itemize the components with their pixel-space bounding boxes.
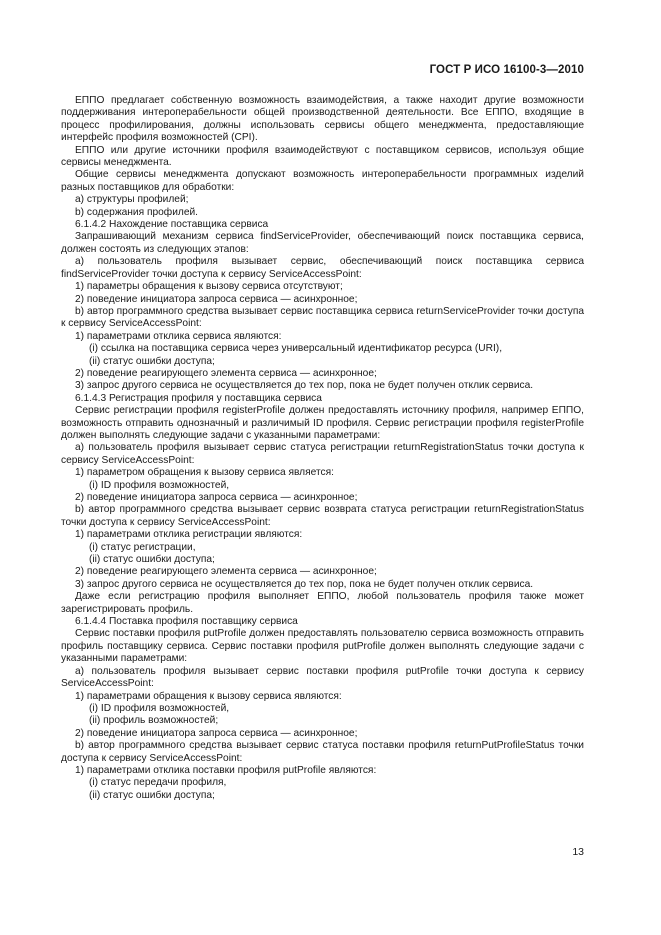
paragraph: 1) параметрами обращения к вызову сервиса являются: [75,690,342,702]
paragraph: Сервис поставки профиля putProfile должен предоставлять пользователю сервиса возможность отправить профиль поставщику сервиса. Сервис поставки профиля putProfile должен выполнять следующие задачи с указанными параметрами: [61,628,584,665]
paragraph: 2) поведение реагирующего элемента сервиса — асинхронное; [75,566,377,578]
paragraph: b) автор программного средства вызывает сервис возврата статуса регистрации returnRegistrationStatus точки доступа к сервису ServiceAccessPoint: [61,504,584,528]
paragraph: 6.1.4.3 Регистрация профиля у поставщика сервиса [75,392,322,404]
paragraph: (ii) статус ошибки доступа; [89,355,215,367]
paragraph: (ii) статус ошибки доступа; [89,789,215,801]
paragraph: (ii) профиль возможностей; [89,715,219,727]
paragraph: 6.1.4.4 Поставка профиля поставщику сервиса [75,616,298,628]
paragraph: ЕППО или другие источники профиля взаимодействуют с поставщиком сервисов, используя общие сервисы менеджмента. [61,144,584,169]
paragraph: Сервис регистрации профиля registerProfile должен предоставлять источнику профиля, например ЕППО, возможность отправить однозначный и различимый ID профиля. Сервис регистрации профиля registerProfile должен выполнять следующие задачи с указанными параметрами: [61,405,584,441]
paragraph: (i) ссылка на поставщика сервиса через универсальный идентификатор ресурса (URI), [89,343,503,355]
paragraph: 6.1.4.2 Нахождение поставщика сервиса [75,219,269,231]
paragraph: a) структуры профилей; [75,194,189,206]
paragraph: ЕППО предлагает собственную возможность взаимодействия, а также находит другие возможности поддерживания интероперабельности общей производственной деятельности. Все ЕППО, входящие в процесс профилирования, должны использовать сервисы общего менеджмента, предоставляющие интерфейс профиля возможностей (CPI). [61,95,584,144]
paragraph: (i) ID профиля возможностей, [89,702,230,714]
paragraph: a) пользователь профиля вызывает сервис, обеспечивающий поиск поставщика сервиса findServiceProvider точки доступа к сервису ServiceAccessPoint: [61,256,584,280]
paragraph: 1) параметрами отклика регистрации являются: [75,529,303,541]
paragraph: a) пользователь профиля вызывает сервис статуса регистрации returnRegistrationStatus точки доступа к сервису ServiceAccessPoint: [61,442,584,466]
paragraph: (i) статус регистрации, [89,541,196,553]
paragraph: 2) поведение инициатора запроса сервиса — асинхронное; [75,727,358,739]
paragraph: 2) поведение инициатора запроса сервиса — асинхронное; [75,293,358,305]
paragraph: b) содержания профилей. [75,206,199,218]
paragraph: 1) параметры обращения к вызову сервиса отсутствуют; [75,281,343,293]
paragraph: (i) ID профиля возможностей, [89,479,230,491]
paragraph: b) автор программного средства вызывает сервис статуса поставки профиля returnPutProfileStatus точки доступа к сервису ServiceAccessPoint: [61,740,584,764]
paragraph: (i) статус передачи профиля, [89,777,227,789]
paragraph: 2) поведение инициатора запроса сервиса — асинхронное; [75,492,358,503]
paragraph: 3) запрос другого сервиса не осуществляется до тех пор, пока не будет получен отклик сервиса. [75,578,534,590]
page-number: 13 [572,846,584,858]
paragraph: 2) поведение реагирующего элемента сервиса — асинхронное; [75,367,377,379]
paragraph: 1) параметром обращения к вызову сервиса является: [75,467,334,479]
paragraph: Запрашивающий механизм сервиса findServiceProvider, обеспечивающий поиск поставщика сервиса, должен состоять из следующих этапов: [61,231,584,255]
paragraph: b) автор программного средства вызывает сервис поставщика сервиса returnServiceProvider точки доступа к сервису ServiceAccessPoint: [61,305,584,330]
paragraph: a) пользователь профиля вызывает сервис поставки профиля putProfile точки доступа к сервису ServiceAccessPoint: [61,665,584,690]
paragraph: 3) запрос другого сервиса не осуществляется до тех пор, пока не будет получен отклик сервиса. [75,380,534,392]
paragraph: Даже если регистрацию профиля выполняет ЕППО, любой пользователь профиля также может зарегистрировать профиль. [61,591,584,615]
document-body [61,95,584,802]
document-header: ГОСТ Р ИСО 16100-3—2010 [429,64,584,76]
paragraph: 1) параметрами отклика поставки профиля putProfile являются: [75,764,377,776]
paragraph: 1) параметрами отклика сервиса являются: [75,330,282,342]
paragraph: (ii) статус ошибки доступа; [89,554,215,566]
paragraph: Общие сервисы менеджмента допускают возможность интероперабельности программных изделий разных поставщиков для обработки: [61,169,584,193]
